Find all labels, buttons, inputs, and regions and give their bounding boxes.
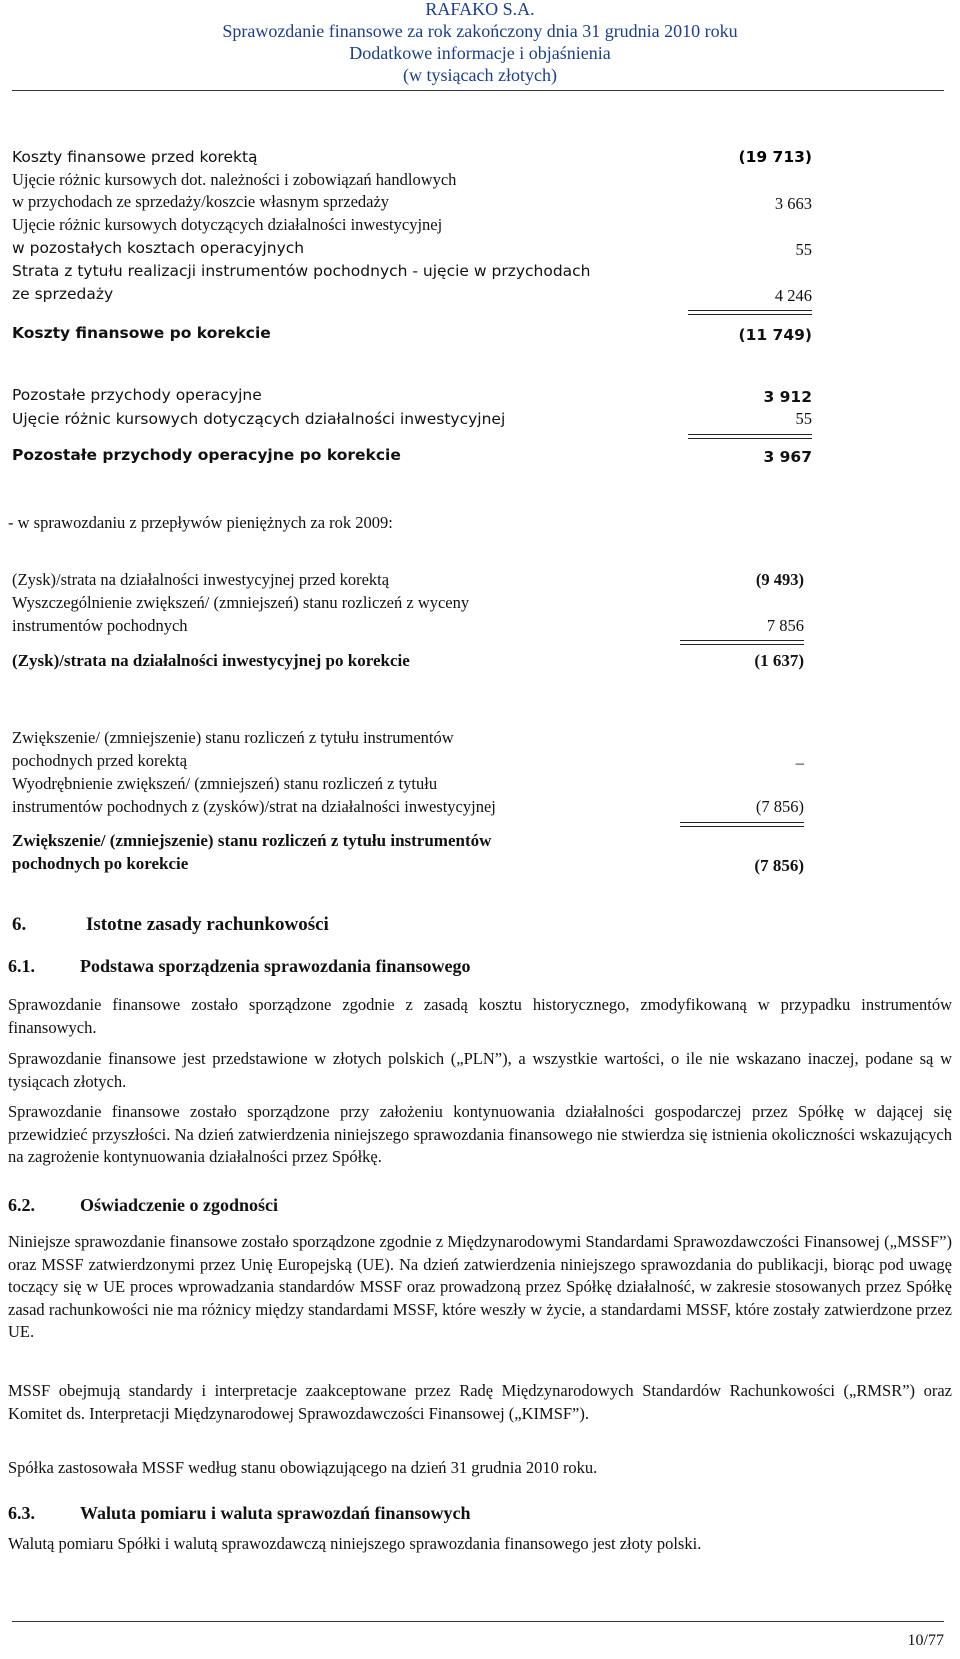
company-name: RAFAKO S.A.: [425, 0, 535, 19]
table1-row3-label-b: w pozostałych kosztach operacyjnych: [12, 239, 305, 257]
table3-total-value: (1 637): [754, 651, 804, 670]
table1-row4-value: 4 246: [774, 286, 812, 305]
table2-total-label: Pozostałe przychody operacyjne po korekcie: [12, 446, 401, 464]
section-6-2-paragraph-2: MSSF obejmują standardy i interpretacje zaakceptowane przez Radę Międzynarodowych Standardów Rachunkowości („RMSR”) oraz Komitet ds. Interpretacji Międzynarodowej Sprawozdawczości Finansowej („KIMSF”).: [8, 1381, 952, 1423]
table4-double-rule: [680, 822, 804, 827]
table3-row1-value: (9 493): [755, 570, 804, 589]
page-number: 10/77: [907, 1632, 944, 1649]
section-6-2-title: Oświadczenie o zgodności: [80, 1195, 278, 1215]
table1-row1-value: (19 713): [738, 148, 812, 166]
section-6-2-paragraph-1: Niniejsze sprawozdanie finansowe zostało sporządzone zgodnie z Międzynarodowymi Standardami Sprawozdawczości Finansowej („MSSF”) oraz MSSF zatwierdzonymi przez Unię Europejską (UE). Na dzień zatwierdzenia niniejszego sprawozdania do publikacji, biorąc pod uwagę toczący się w UE proces wprowadzania standardów MSSF oraz prowadzoną przez Spółkę działalność, w zakresie stosowanych przez Spółkę zasad rachunkowości nie ma różnicy między standardami MSSF, które weszły w życie, a standardami MSSF, które zostały zatwierdzone przez UE.: [8, 1232, 952, 1341]
report-subtitle: Dodatkowe informacje i objaśnienia: [349, 43, 611, 63]
table3-total-label: (Zysk)/strata na działalności inwestycyjnej po korekcie: [12, 651, 410, 670]
section-6-3-paragraph-1: Walutą pomiaru Spółki i walutą sprawozdawczą niniejszego sprawozdania finansowego jest złoty polski.: [8, 1534, 702, 1553]
section-6-3-title: Waluta pomiaru i waluta sprawozdań finansowych: [80, 1503, 471, 1523]
table4-row2-value: (7 856): [755, 797, 804, 816]
table2-row2-value: 55: [795, 409, 812, 428]
table2-row2-label: Ujęcie różnic kursowych dotyczących działalności inwestycyjnej: [12, 410, 506, 428]
section-6-1-paragraph-1: Sprawozdanie finansowe zostało sporządzone zgodnie z zasadą kosztu historycznego, zmodyfikowaną w przypadku instrumentów finansowych.: [8, 995, 952, 1037]
section-6-1-paragraph-3: Sprawozdanie finansowe zostało sporządzone przy założeniu kontynuowania działalności gospodarczej przez Spółkę w dającej się przewidzieć przyszłości. Na dzień zatwierdzenia niniejszego sprawozdania finansowego nie stwierdza się istnienia okoliczności wskazujących na zagrożenie kontynuowania działalności przez Spółkę.: [8, 1102, 952, 1166]
cashflow-note: - w sprawozdaniu z przepływów pieniężnych za rok 2009:: [8, 513, 393, 532]
table2-row1-label: Pozostałe przychody operacyjne: [12, 386, 262, 404]
table1-row3-value: 55: [795, 240, 812, 259]
section-6-number: 6.: [12, 914, 27, 935]
table1-row4-label-b: ze sprzedaży: [12, 285, 114, 303]
table4-row1-value: –: [795, 753, 804, 772]
table2-double-rule: [688, 434, 812, 439]
table1-row4-label-a: Strata z tytułu realizacji instrumentów pochodnych - ujęcie w przychodach: [12, 262, 591, 280]
table1-total-label: Koszty finansowe po korekcie: [12, 324, 271, 342]
section-6-2-paragraph-3: Spółka zastosowała MSSF według stanu obowiązującego na dzień 31 grudnia 2010 roku.: [8, 1458, 598, 1477]
table1-row1-label: Koszty finansowe przed korektą: [12, 148, 258, 166]
table2-row1-value: 3 912: [763, 388, 812, 406]
table1-total-value: (11 749): [738, 326, 812, 344]
report-units: (w tysiącach złotych): [403, 65, 557, 85]
section-6-3-number: 6.3.: [8, 1503, 35, 1523]
table1-row2-value: 3 663: [774, 194, 812, 213]
section-6-1-number: 6.1.: [8, 956, 35, 976]
table4-row2-label-a: Wyodrębnienie zwiększeń/ (zmniejszeń) stanu rozliczeń z tytułu: [12, 774, 438, 793]
table1-row3-label-a: Ujęcie różnic kursowych dotyczących działalności inwestycyjnej: [12, 215, 443, 234]
table4-row1-label-a: Zwiększenie/ (zmniejszenie) stanu rozliczeń z tytułu instrumentów: [12, 728, 454, 747]
table1-row2-label-a: Ujęcie różnic kursowych dot. należności i zobowiązań handlowych: [12, 170, 457, 189]
report-title: Sprawozdanie finansowe za rok zakończony dnia 31 grudnia 2010 roku: [222, 21, 738, 41]
table3-double-rule: [680, 640, 804, 645]
table4-total-label-b: pochodnych po korekcie: [12, 854, 189, 873]
table3-row1-label: (Zysk)/strata na działalności inwestycyjnej przed korektą: [12, 570, 390, 589]
table1-row2-label-b: w przychodach ze sprzedaży/koszcie własnym sprzedaży: [12, 192, 390, 211]
section-6-2-number: 6.2.: [8, 1195, 35, 1215]
section-6-title: Istotne zasady rachunkowości: [86, 914, 329, 935]
table3-row2-label-b: instrumentów pochodnych: [12, 616, 188, 635]
table4-total-label-a: Zwiększenie/ (zmniejszenie) stanu rozliczeń z tytułu instrumentów: [12, 831, 492, 850]
footer-divider: [12, 1621, 944, 1622]
section-6-1-paragraph-2: Sprawozdanie finansowe jest przedstawione w złotych polskich („PLN”), a wszystkie wartości, o ile nie wskazano inaczej, podane są w tysiącach złotych.: [8, 1049, 952, 1091]
table4-total-value: (7 856): [754, 856, 804, 875]
table3-row2-value: 7 856: [766, 616, 804, 635]
table2-total-value: 3 967: [763, 448, 812, 466]
table1-double-rule: [688, 310, 812, 315]
header-divider: [12, 90, 944, 91]
section-6-1-title: Podstawa sporządzenia sprawozdania finansowego: [80, 956, 471, 976]
table4-row2-label-b: instrumentów pochodnych z (zysków)/strat na działalności inwestycyjnej: [12, 797, 496, 816]
table3-row2-label-a: Wyszczególnienie zwiększeń/ (zmniejszeń) stanu rozliczeń z wyceny: [12, 593, 470, 612]
table4-row1-label-b: pochodnych przed korektą: [12, 751, 188, 770]
